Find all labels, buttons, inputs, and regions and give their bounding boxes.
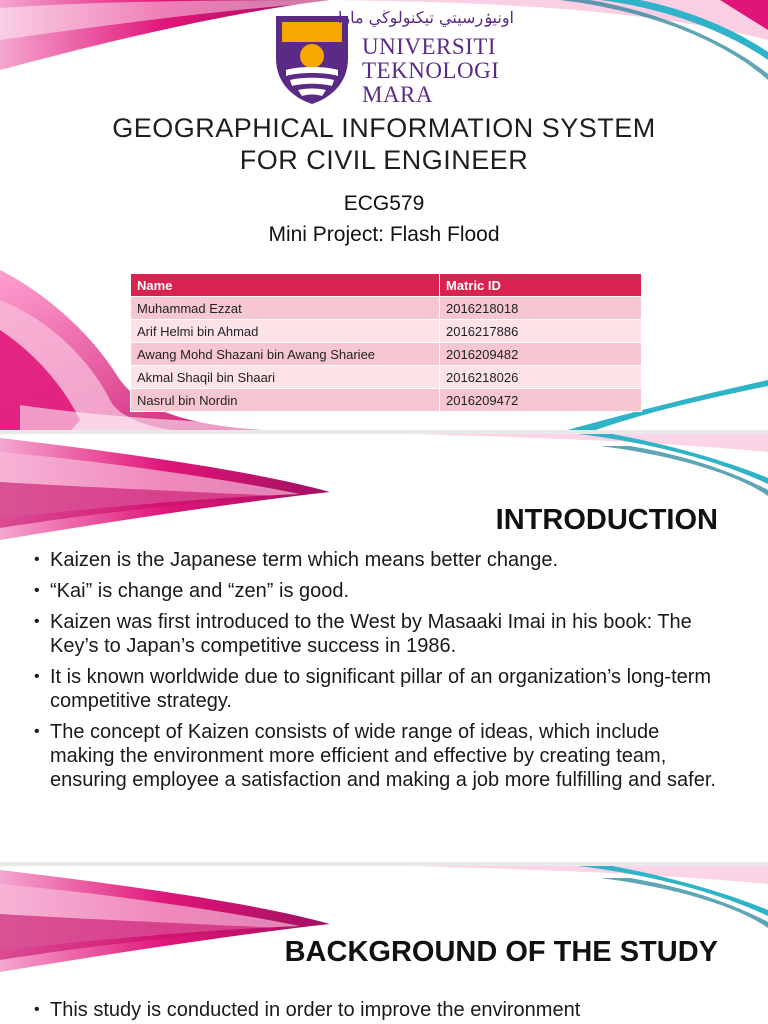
slide-introduction: [0, 432, 768, 864]
member-name: Nasrul bin Nordin: [131, 389, 440, 412]
project-title: Mini Project: Flash Flood: [268, 223, 500, 246]
course-code: ECG579: [343, 192, 425, 215]
member-name: Awang Mohd Shazani bin Awang Shariee: [131, 343, 440, 366]
member-matric-id: 2016218026: [440, 366, 642, 389]
column-header-matric-id: Matric ID: [440, 274, 642, 297]
university-name-line2: TEKNOLOGI: [362, 58, 500, 83]
member-name: Muhammad Ezzat: [131, 297, 440, 320]
list-item: • “Kai” is change and “zen” is good.: [28, 579, 728, 603]
table-row: [131, 366, 642, 389]
section-heading: INTRODUCTION: [495, 504, 718, 536]
list-item: • Kaizen was first introduced to the West by Masaaki Imai in his book: The Key’s to Japan’s competitive success in 1986.: [28, 610, 728, 658]
course-title-line2: FOR CIVIL ENGINEER: [239, 145, 529, 175]
member-matric-id: 2016209482: [440, 343, 642, 366]
slide-title: [0, 0, 768, 432]
slide-divider: [0, 430, 768, 434]
member-matric-id: 2016209472: [440, 389, 642, 412]
members-table: [130, 273, 642, 412]
member-name: Akmal Shaqil bin Shaari: [131, 366, 440, 389]
slide-background: [0, 864, 768, 1024]
table-header-row: [131, 274, 642, 297]
university-logo: [272, 8, 512, 106]
bullet-list: [28, 548, 728, 799]
table-row: [131, 389, 642, 412]
member-matric-id: 2016218018: [440, 297, 642, 320]
slide-divider: [0, 862, 768, 866]
list-item: • This study is conducted in order to improve the environment: [28, 998, 728, 1022]
list-item: • The concept of Kaizen consists of wide range of ideas, which include making the environment more efficient and effective by creating team, ensuring employee a satisfaction and making a job more fulfilling and safer.: [28, 720, 728, 792]
bullet-list: [28, 998, 728, 1024]
university-name-line3: MARA: [362, 82, 434, 107]
table-row: [131, 297, 642, 320]
table-row: [131, 343, 642, 366]
member-matric-id: 2016217886: [440, 320, 642, 343]
course-title-line1: GEOGRAPHICAL INFORMATION SYSTEM: [112, 113, 656, 143]
section-heading: BACKGROUND OF THE STUDY: [284, 936, 718, 968]
table-row: [131, 320, 642, 343]
column-header-name: Name: [131, 274, 440, 297]
university-name-jawi: اونيۏرسيتي تيكنولوڬي مارا: [337, 8, 514, 27]
list-item: • Kaizen is the Japanese term which means better change.: [28, 548, 728, 572]
list-item: • It is known worldwide due to significant pillar of an organization’s long-term competitive strategy.: [28, 665, 728, 713]
member-name: Arif Helmi bin Ahmad: [131, 320, 440, 343]
university-name-line1: UNIVERSITI: [362, 34, 497, 59]
